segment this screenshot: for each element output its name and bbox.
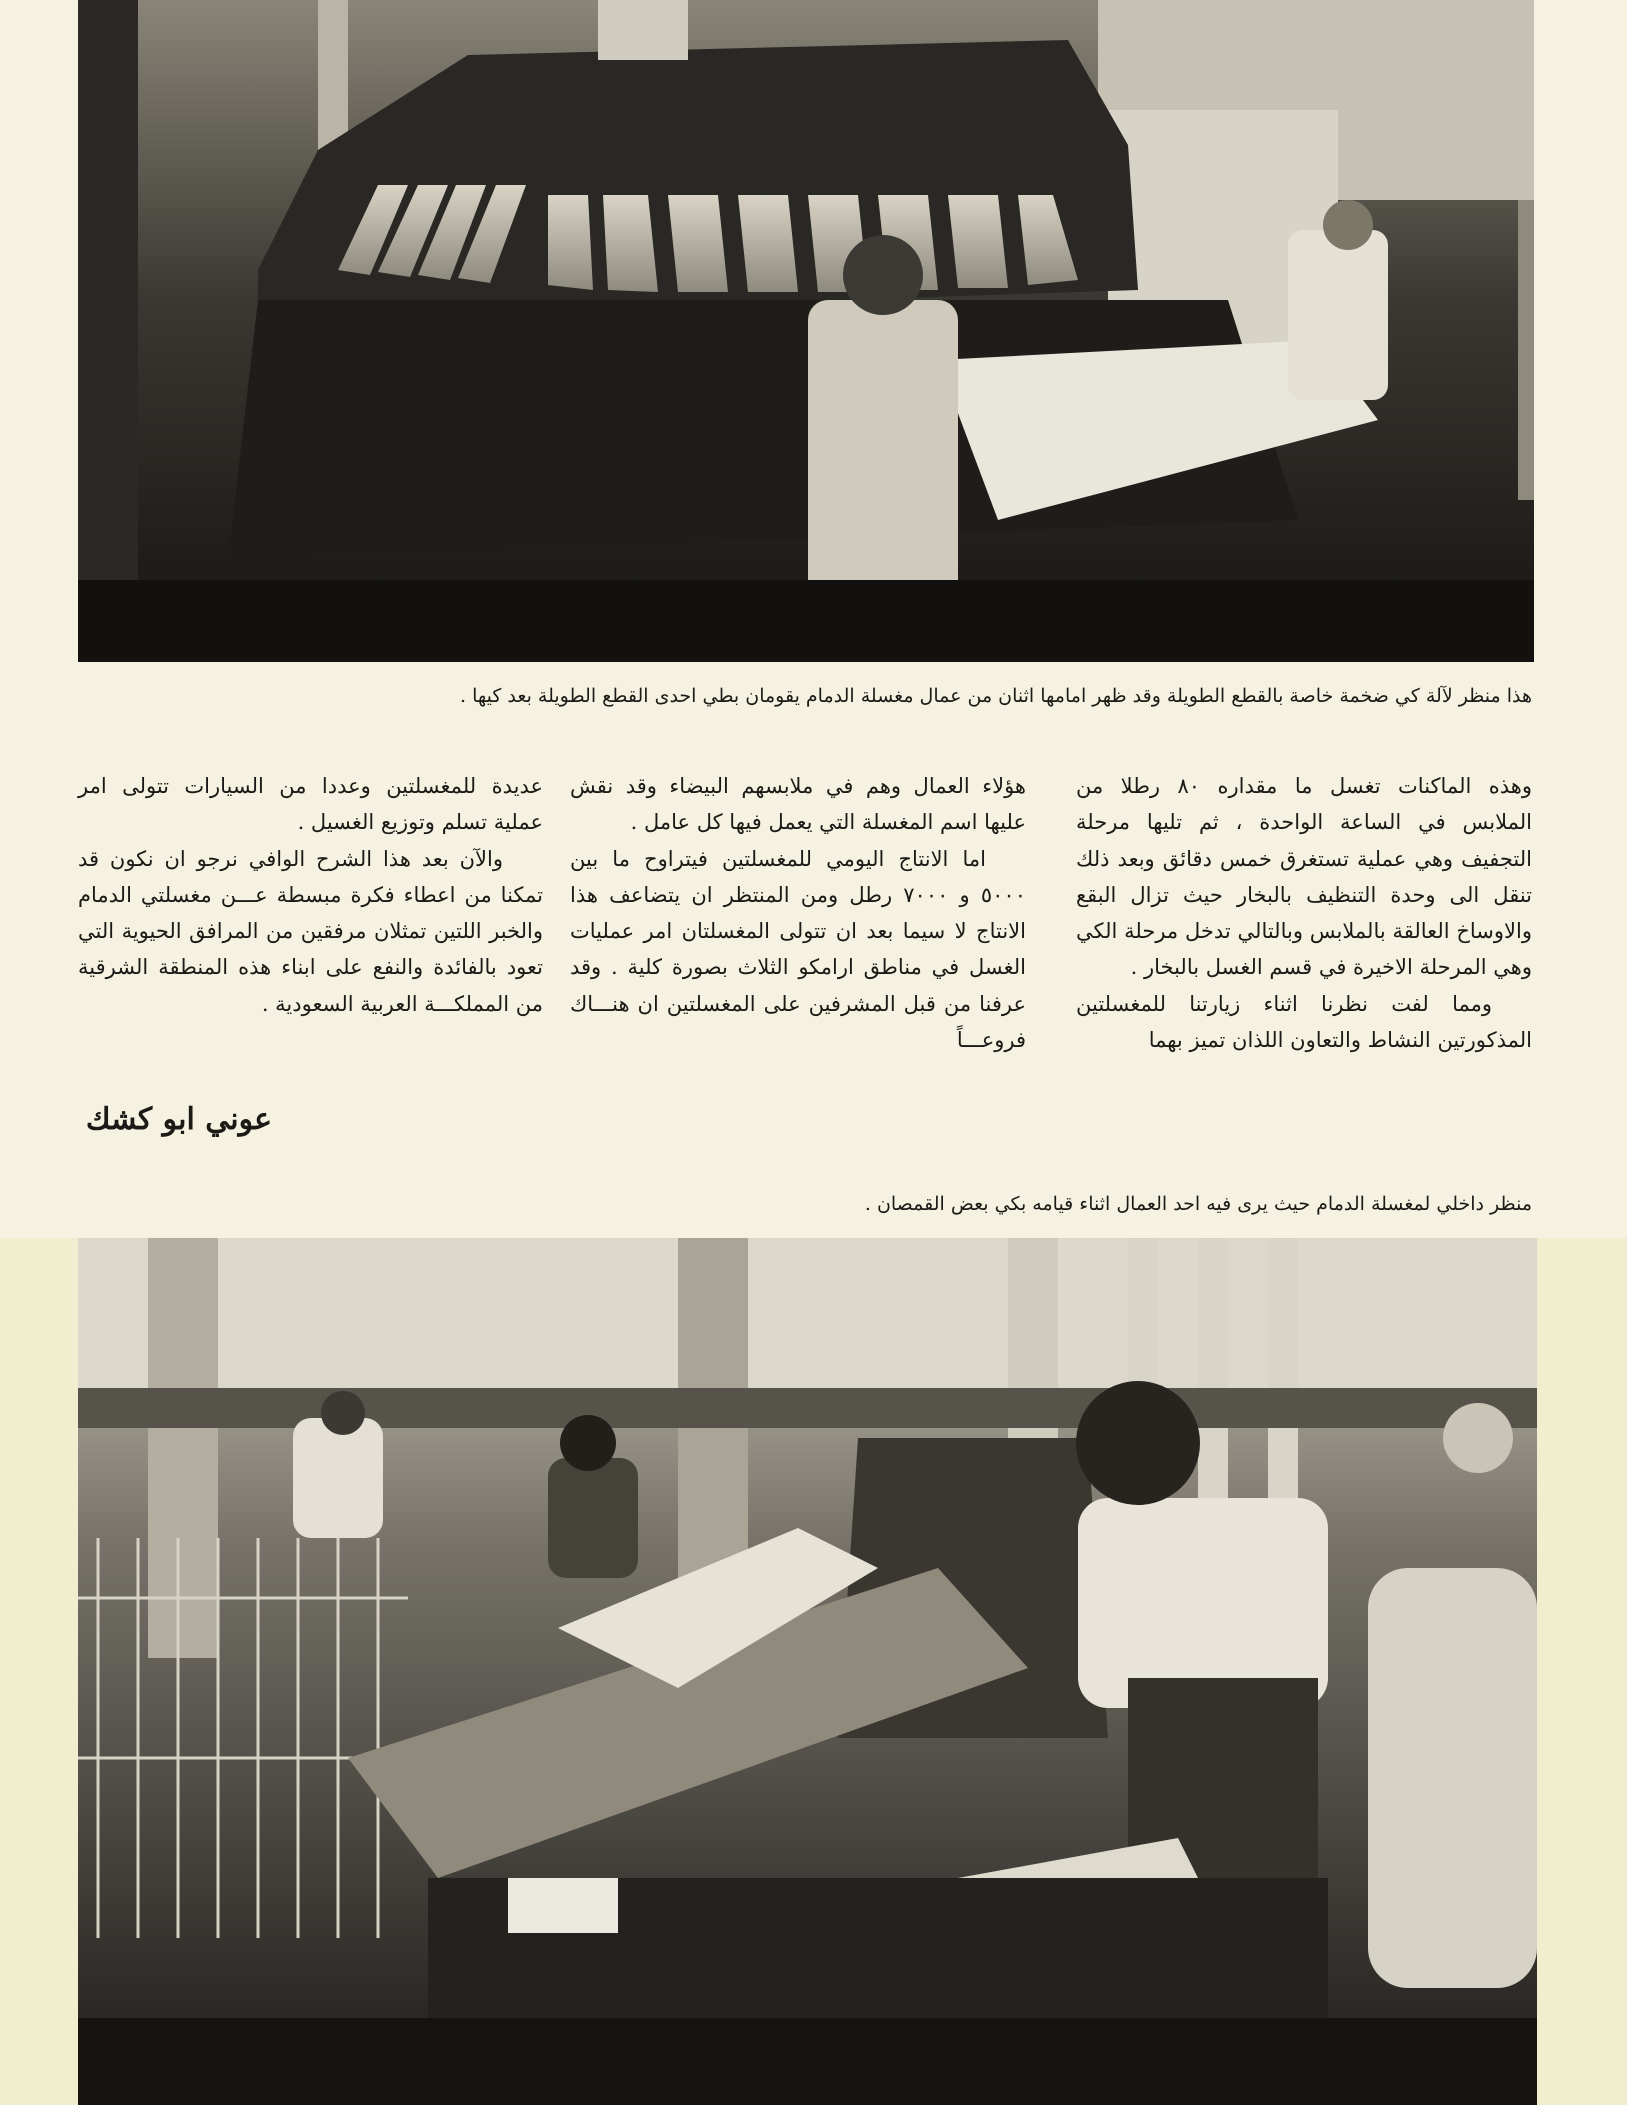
paragraph: وهذه الماكنات تغسل ما مقداره ٨٠ رطلا من الملابس في الساعة الواحدة ، ثم تليها مرحلة التجفيف وهي عملية تستغرق خمس دقائق وبعد ذلك تنقل الى وحدة التنظيف بالبخار حيث تزال البقع والاوساخ العالقة بالملابس وبالتالي تدخل مرحلة الكي وهي المرحلة الاخيرة في قسم الغسل بالبخار .: [1076, 774, 1532, 980]
paragraph: عديدة للمغسلتين وعددا من السيارات تتولى امر عملية تسلم وتوزيع الغسيل .: [78, 774, 543, 835]
column-right: [1076, 768, 1532, 1058]
photo-laundry-interior: [78, 1238, 1537, 2105]
column-left: [78, 768, 543, 1022]
caption-bottom: منظر داخلي لمغسلة الدمام حيث يرى فيه احد العمال اثناء قيامه بكي بعض القمصان .: [864, 1193, 1532, 1215]
photo-ironing-machine: [78, 0, 1534, 662]
photo-margin: [1537, 1238, 1627, 2105]
caption-top: هذا منظر لآلة كي ضخمة خاصة بالقطع الطويلة وقد ظهر امامها اثنان من عمال مغسلة الدمام يقومان بطي احدى القطع الطويلة بعد كيها .: [459, 685, 1532, 707]
paragraph: هؤلاء العمال وهم في ملابسهم البيضاء وقد نقش عليها اسم المغسلة التي يعمل فيها كل عامل .: [570, 774, 1026, 835]
author-signature: عوني ابو كشك: [85, 1102, 272, 1137]
photo-ironing-machine-icon: [78, 0, 1534, 662]
paragraph: ومما لفت نظرنا اثناء زيارتنا للمغسلتين المذكورتين النشاط والتعاون اللذان تميز بهما: [1076, 991, 1532, 1053]
paragraph: والآن بعد هذا الشرح الوافي نرجو ان نكون قد تمكنا من اعطاء فكرة مبسطة عـــن مغسلتي الدمام والخبر اللتين تمثلان مرفقين من المرافق الحيوية التي تعود بالفائدة والنفع على ابناء هذه المنطقة الشرقية من المملكـــة العربية السعودية .: [78, 846, 543, 1016]
photo-margin: [0, 1238, 78, 2105]
paragraph: اما الانتاج اليومي للمغسلتين فيتراوح ما بين ٥٠٠٠ و ٧٠٠٠ رطل ومن المنتظر ان يتضاعف هذا الانتاج لا سيما بعد ان تتولى المغسلتان امر عمليات الغسل في مناطق ارامكو الثلاث بصورة كلية . وقد عرفنا من قبل المشرفين على المغسلتين ان هنـــاك فروعـــاً: [570, 846, 1026, 1053]
photo-laundry-interior-icon: [78, 1238, 1537, 2105]
column-middle: [570, 768, 1026, 1058]
